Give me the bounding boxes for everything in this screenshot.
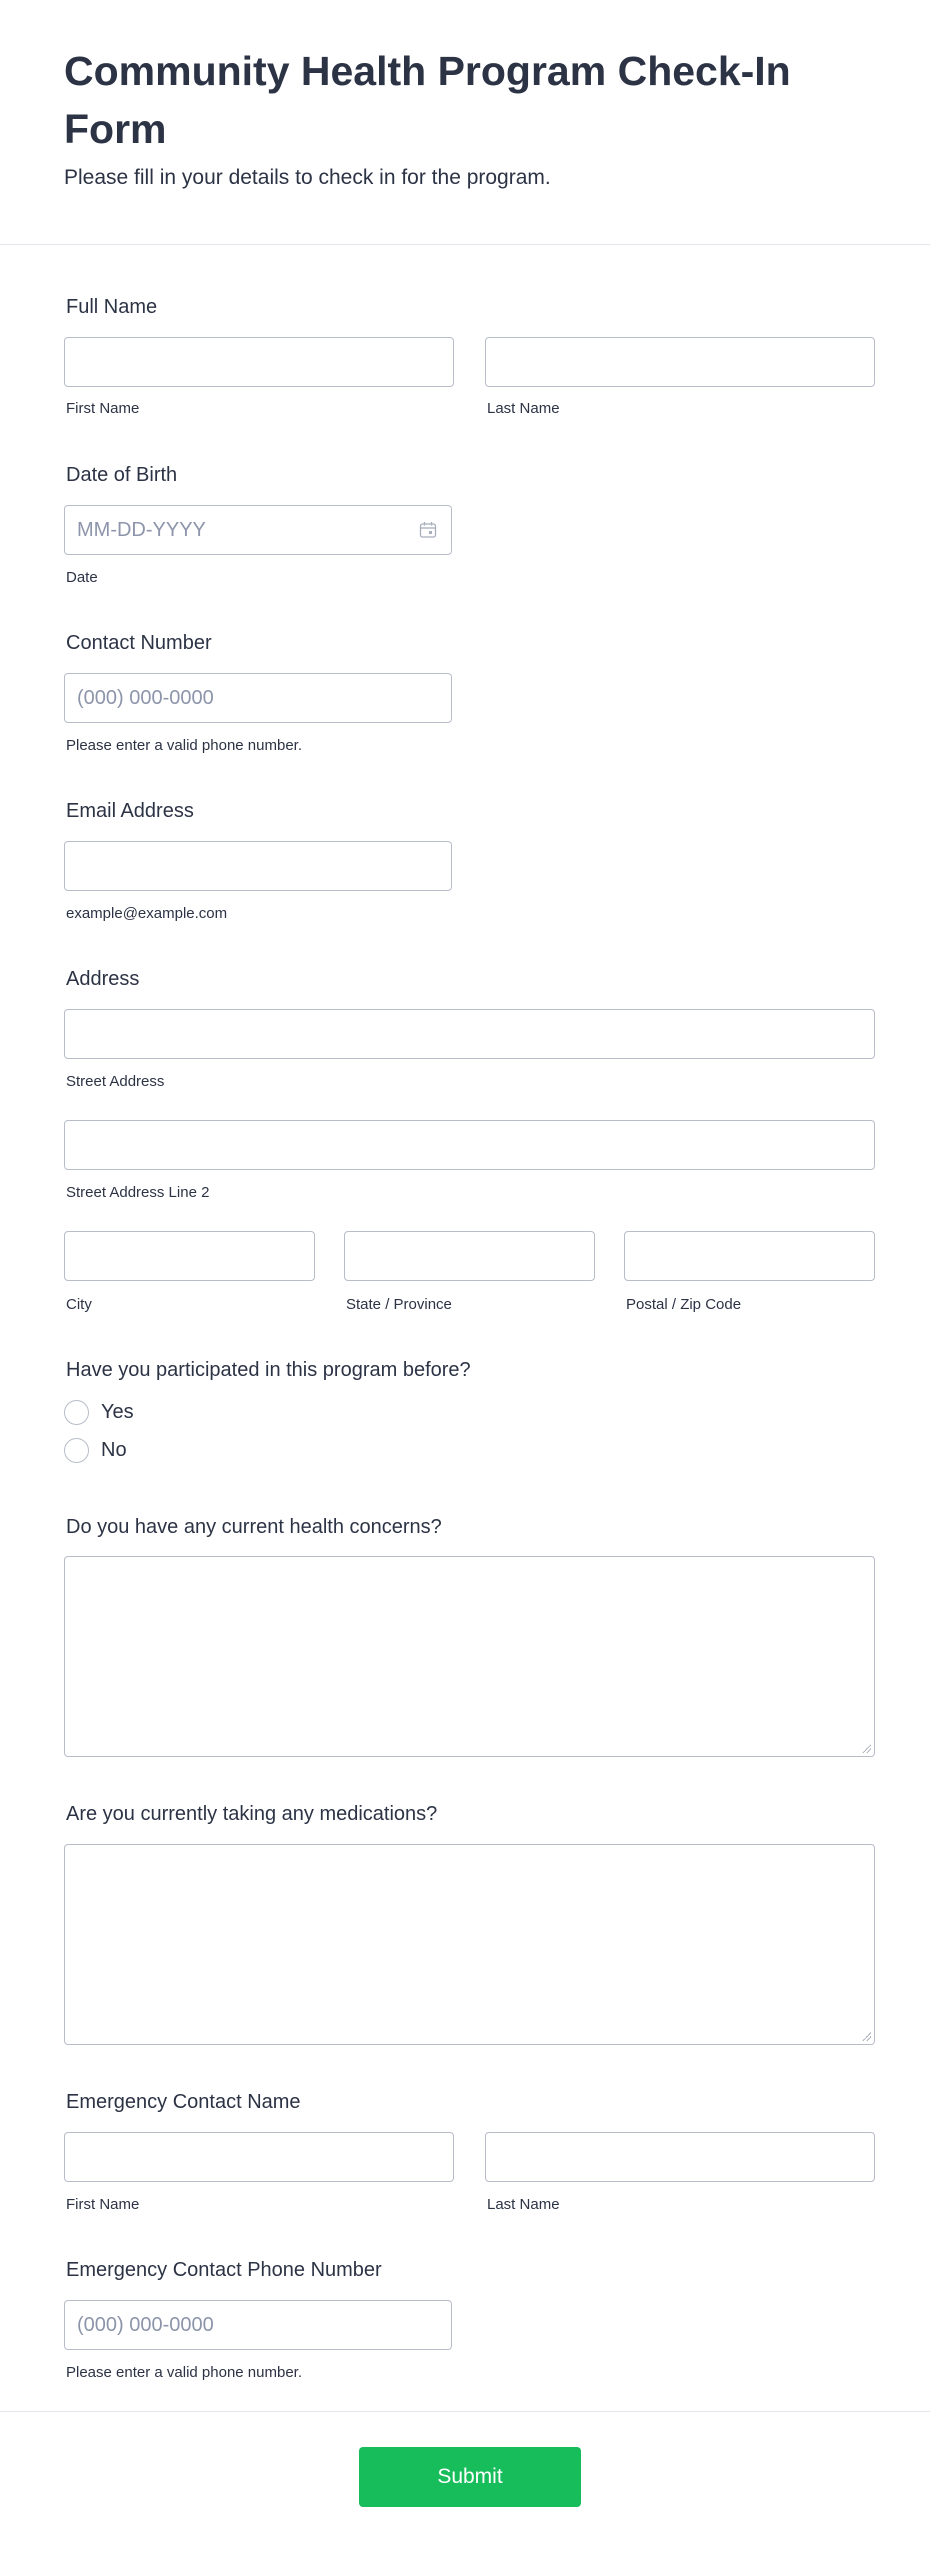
street-address-2-sublabel: Street Address Line 2 [66, 1184, 210, 1201]
street-address-2-input[interactable] [64, 1120, 875, 1170]
contact-sublabel: Please enter a valid phone number. [66, 737, 302, 754]
emergency-first-name-sublabel: First Name [66, 2196, 140, 2213]
dob-label: Date of Birth [66, 464, 178, 486]
email-input[interactable] [64, 841, 452, 891]
form-title: Community Health Program Check-In Form [64, 48, 791, 152]
emergency-phone-sublabel: Please enter a valid phone number. [66, 2364, 302, 2381]
radio-option-no[interactable] [64, 1438, 127, 1463]
resize-grip-icon[interactable] [861, 1743, 871, 1753]
resize-grip-icon[interactable] [861, 2031, 871, 2041]
state-input[interactable] [344, 1231, 595, 1281]
emergency-phone-input[interactable]: (000) 000-0000 [64, 2300, 452, 2350]
state-sublabel: State / Province [346, 1296, 452, 1313]
health-concerns-label: Do you have any current health concerns? [66, 1516, 442, 1538]
emergency-phone-label: Emergency Contact Phone Number [66, 2259, 382, 2281]
dob-placeholder: MM-DD-YYYY [77, 518, 206, 541]
radio-no[interactable] [64, 1438, 89, 1463]
city-sublabel: City [66, 1296, 92, 1313]
radio-option-yes[interactable] [64, 1400, 134, 1425]
contact-input[interactable]: (000) 000-0000 [64, 673, 452, 723]
radio-no-label: No [101, 1439, 127, 1461]
calendar-icon[interactable] [419, 521, 437, 539]
last-name-sublabel: Last Name [487, 400, 560, 417]
radio-yes-label: Yes [101, 1401, 134, 1423]
address-label: Address [66, 968, 140, 990]
emergency-first-name-input[interactable] [64, 2132, 454, 2182]
form-subtitle: Please fill in your details to check in for the program. [64, 166, 551, 189]
medications-label: Are you currently taking any medications? [66, 1803, 438, 1825]
emergency-name-label: Emergency Contact Name [66, 2091, 301, 2113]
medications-textarea[interactable] [64, 1844, 875, 2045]
zip-sublabel: Postal / Zip Code [626, 1296, 742, 1313]
dob-sublabel: Date [66, 569, 98, 586]
dob-input[interactable] [64, 505, 452, 555]
contact-label: Contact Number [66, 632, 212, 654]
zip-input[interactable] [624, 1231, 875, 1281]
health-concerns-textarea[interactable] [64, 1556, 875, 1757]
email-label: Email Address [66, 800, 194, 822]
emergency-last-name-sublabel: Last Name [487, 2196, 560, 2213]
street-address-sublabel: Street Address [66, 1073, 165, 1090]
city-input[interactable] [64, 1231, 315, 1281]
participated-label: Have you participated in this program before? [66, 1359, 471, 1381]
first-name-input[interactable] [64, 337, 454, 387]
email-sublabel: example@example.com [66, 905, 228, 922]
full-name-label: Full Name [66, 296, 158, 318]
street-address-input[interactable] [64, 1009, 875, 1059]
emergency-last-name-input[interactable] [485, 2132, 875, 2182]
submit-button[interactable]: Submit [359, 2447, 581, 2507]
radio-yes[interactable] [64, 1400, 89, 1425]
footer-divider [0, 2411, 930, 2412]
header-divider [0, 244, 930, 245]
last-name-input[interactable] [485, 337, 875, 387]
first-name-sublabel: First Name [66, 400, 140, 417]
